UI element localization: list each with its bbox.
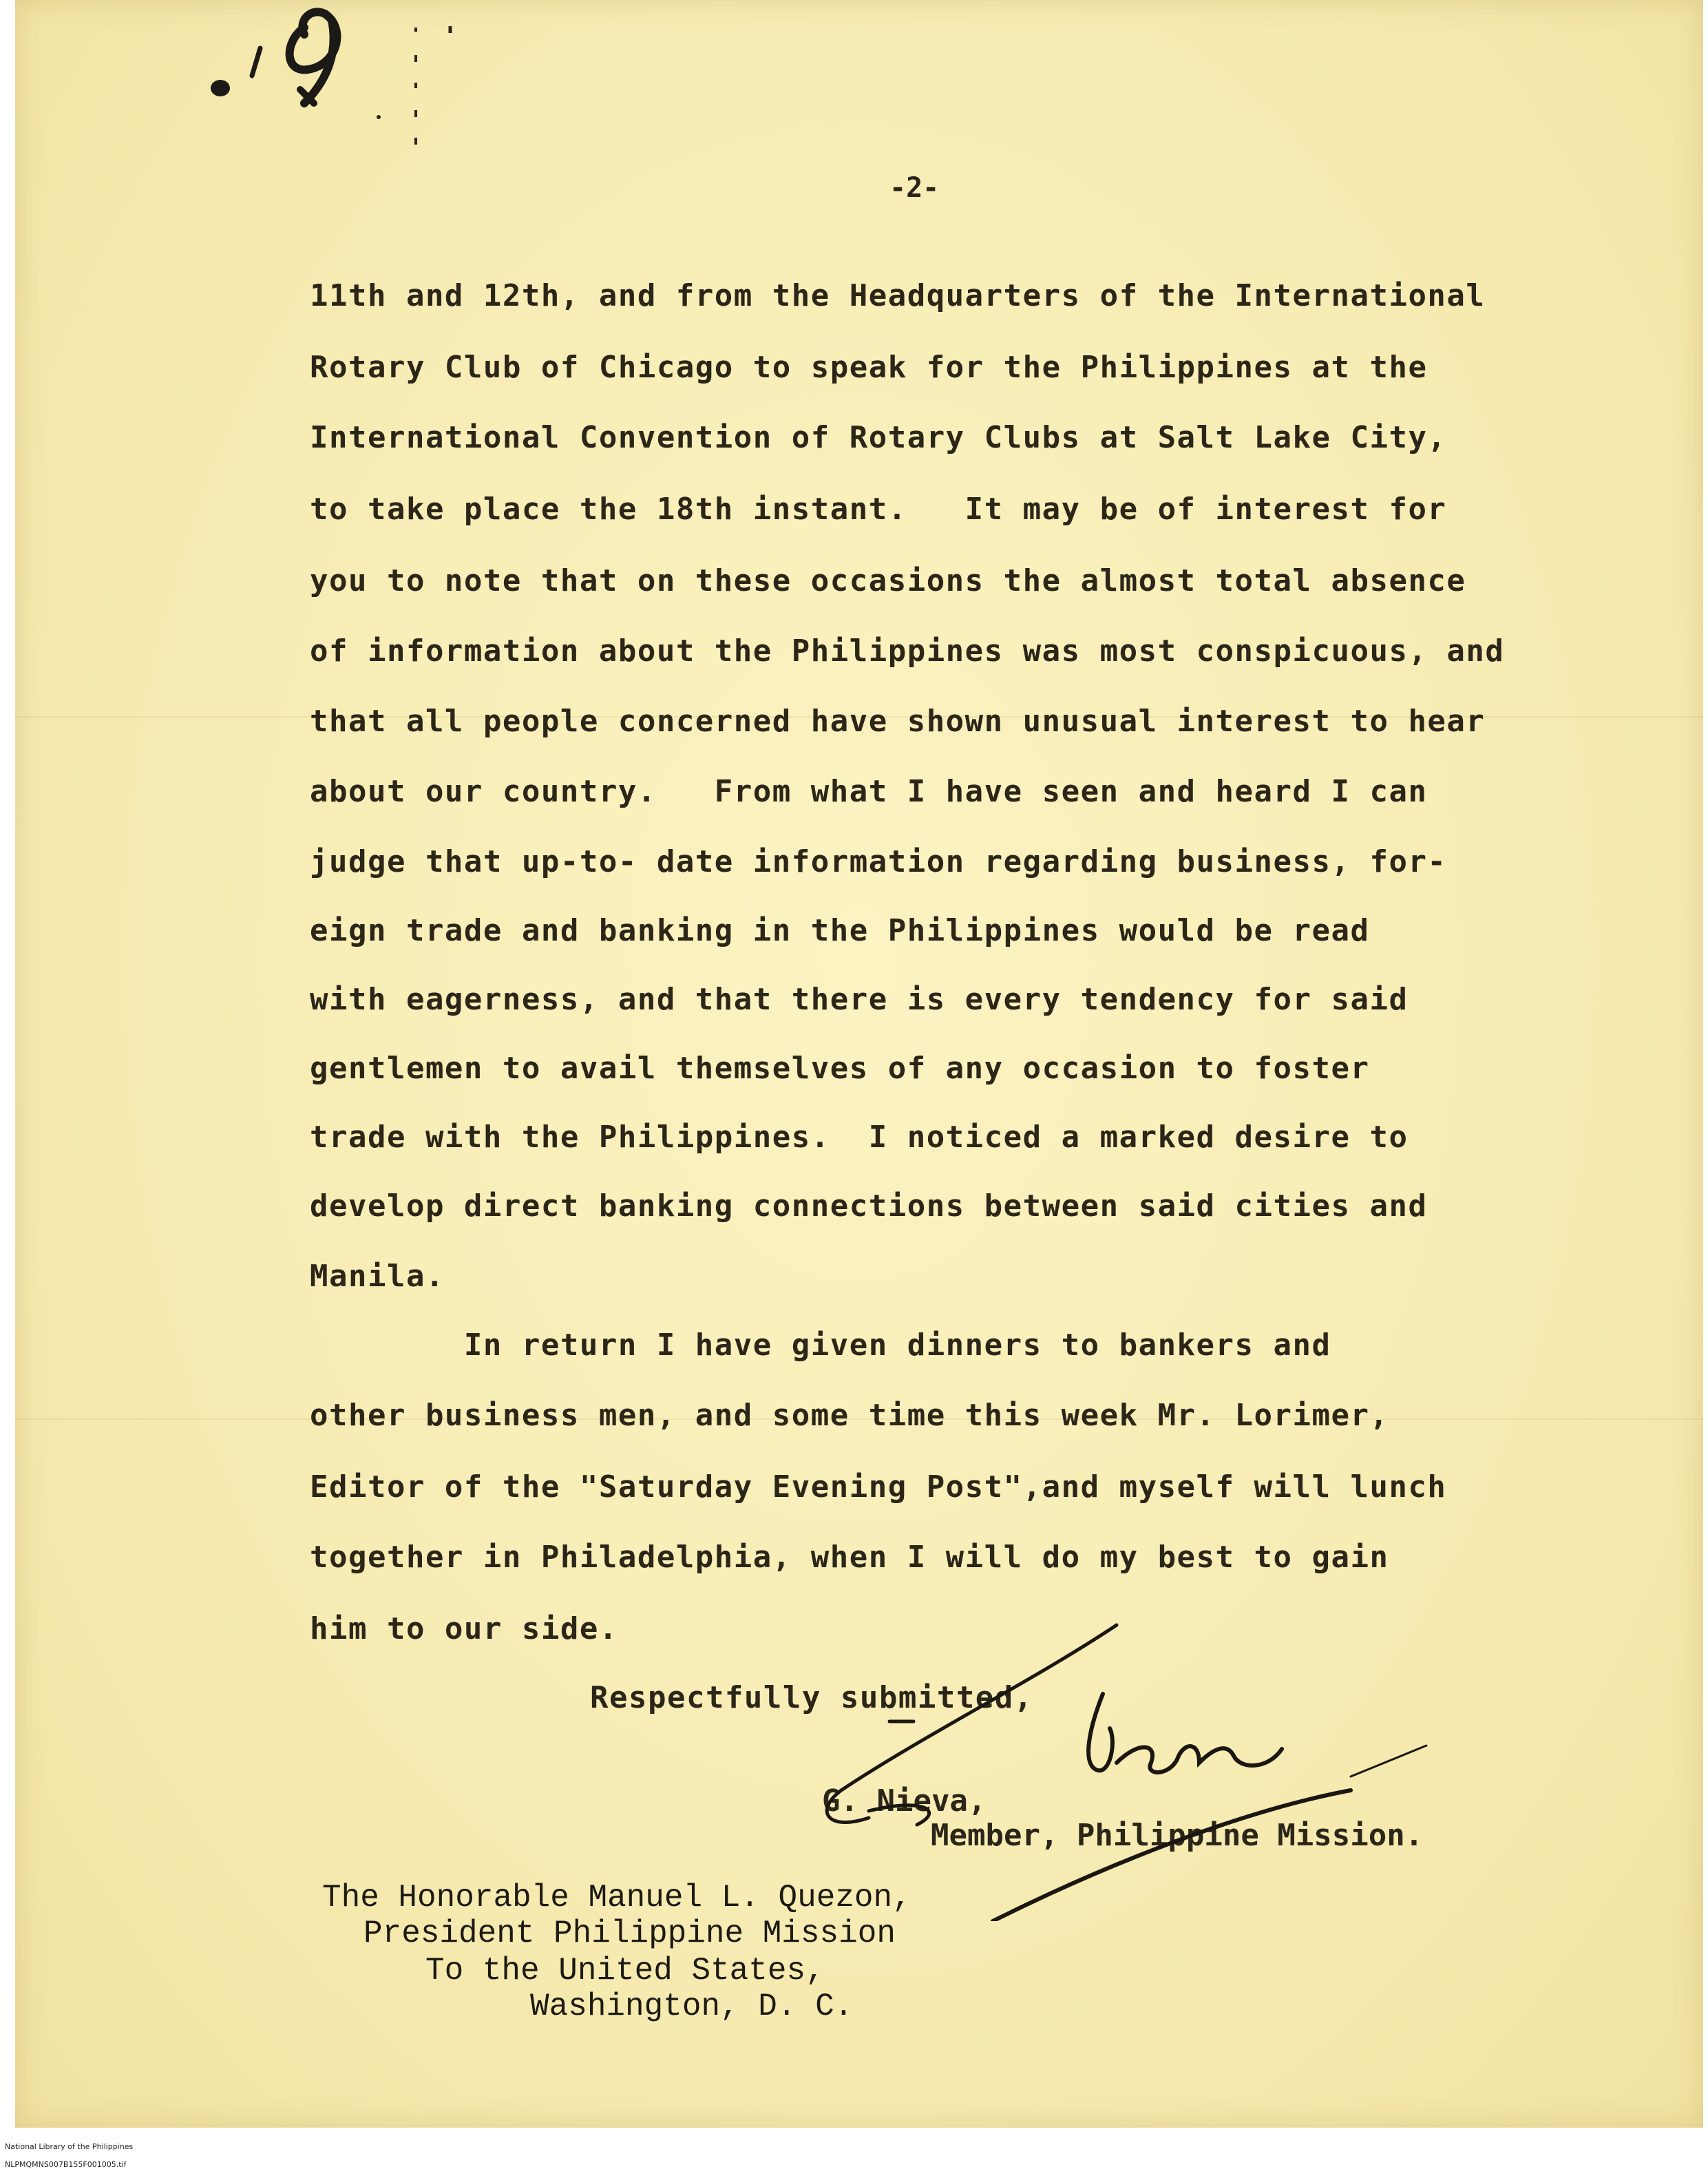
page-number: -2- xyxy=(889,172,940,204)
body-line: 11th and 12th, and from the Headquarters of the International xyxy=(310,278,1486,313)
body-line: develop direct banking connections between said cities and xyxy=(310,1188,1428,1224)
body-line: judge that up-to- date information regarding business, for- xyxy=(310,844,1447,879)
body-line: Editor of the "Saturday Evening Post",and myself will lunch xyxy=(310,1469,1447,1505)
signatory-title: Member, Philippine Mission. xyxy=(931,1818,1424,1853)
body-line: Manila. xyxy=(310,1259,445,1294)
body-line: you to note that on these occasions the almost total absence xyxy=(310,563,1466,598)
ink-marks xyxy=(201,0,490,165)
addressee-line: Washington, D. C. xyxy=(530,1989,854,2024)
archive-footer xyxy=(0,2133,1708,2169)
body-line: that all people concerned have shown unusual interest to hear xyxy=(310,704,1486,739)
body-line: of information about the Philippines was most conspicuous, and xyxy=(310,633,1505,669)
body-line: together in Philadelphia, when I will do my best to gain xyxy=(310,1540,1389,1575)
body-line: with eagerness, and that there is every tendency for said xyxy=(310,982,1409,1017)
body-line: other business men, and some time this week Mr. Lorimer, xyxy=(310,1398,1389,1433)
addressee-line: The Honorable Manuel L. Quezon, xyxy=(322,1880,911,1916)
footer-library-name: National Library of the Philippines xyxy=(5,2142,134,2151)
body-line: trade with the Philippines. I noticed a marked desire to xyxy=(310,1120,1409,1155)
signatory-name: G. Nieva, xyxy=(822,1783,987,1819)
body-line: Rotary Club of Chicago to speak for the Philippines at the xyxy=(310,350,1428,385)
body-line: International Convention of Rotary Clubs at Salt Lake City, xyxy=(310,420,1447,455)
addressee-line: President Philippine Mission xyxy=(363,1916,896,1951)
footer-file-name: NLPMQMNS007B155F001005.tif xyxy=(5,2160,127,2169)
body-line: to take place the 18th instant. It may be of interest for xyxy=(310,492,1447,527)
handwritten-signature xyxy=(786,1604,1447,1921)
body-line: about our country. From what I have seen and heard I can xyxy=(310,774,1428,809)
letter-page xyxy=(15,0,1703,2128)
body-line: him to our side. xyxy=(310,1611,618,1646)
body-line: In return I have given dinners to bankers and xyxy=(310,1328,1331,1363)
closing: Respectfully submitted, xyxy=(590,1680,1033,1715)
addressee-line: To the United States, xyxy=(425,1953,825,1989)
body-line: gentlemen to avail themselves of any occasion to foster xyxy=(310,1051,1370,1086)
body-line: eign trade and banking in the Philippines would be read xyxy=(310,913,1370,948)
